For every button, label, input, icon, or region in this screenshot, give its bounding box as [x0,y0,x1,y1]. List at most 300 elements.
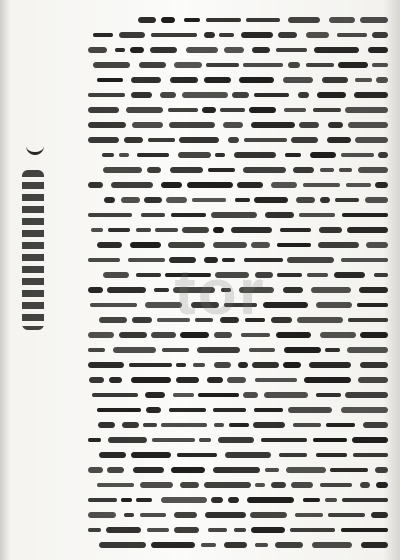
script-stroke [286,467,326,473]
script-stroke [124,513,134,517]
script-stroke [255,378,297,382]
script-stroke [243,167,286,173]
script-stroke [224,542,247,548]
script-stroke [204,482,251,488]
script-stroke [211,497,223,503]
script-stroke [232,92,249,98]
script-stroke [326,423,355,427]
script-stroke [106,527,141,533]
script-stroke [375,182,388,188]
script-stroke [140,513,166,517]
script-stroke [360,362,388,368]
manuscript-line [88,464,388,477]
script-stroke [243,392,258,398]
script-stroke [335,198,359,202]
script-stroke [161,497,207,503]
script-stroke [360,332,388,338]
script-stroke [214,332,232,338]
script-stroke [204,77,231,83]
script-stroke [119,332,147,338]
script-stroke [150,47,177,53]
script-stroke [293,167,314,173]
script-stroke [186,47,218,53]
script-stroke [327,137,351,143]
manuscript-line [88,389,388,402]
script-stroke [168,242,205,248]
script-stroke [198,393,239,397]
manuscript-line [88,104,388,117]
script-stroke [218,437,254,443]
script-stroke [251,527,285,533]
manuscript-line [88,329,388,342]
manuscript-line [88,179,388,192]
script-stroke [109,377,122,383]
script-stroke [322,77,348,83]
script-stroke [193,363,205,367]
script-stroke [208,528,227,532]
manuscript-line [88,479,388,492]
script-stroke [136,228,151,232]
script-stroke [102,153,114,157]
script-stroke [352,437,388,443]
script-stroke [330,468,368,472]
script-stroke [137,153,169,157]
script-stroke [306,63,334,67]
script-stroke [253,422,285,428]
script-stroke [284,347,321,353]
script-stroke [113,347,156,353]
manuscript-line [88,119,388,132]
script-stroke [174,62,202,68]
script-stroke [204,32,215,38]
script-stroke [121,197,140,203]
script-stroke [88,362,124,368]
script-stroke [205,512,246,518]
script-stroke [151,33,197,37]
script-stroke [372,63,388,67]
script-stroke [378,152,388,158]
script-stroke [225,452,271,458]
script-stroke [363,422,388,428]
script-stroke [89,377,104,383]
script-stroke [354,92,388,98]
script-stroke [276,332,311,338]
script-stroke [122,422,139,428]
manuscript-line [88,164,388,177]
script-stroke [223,122,243,128]
script-stroke [342,498,388,502]
manuscript-line [88,194,388,207]
script-stroke [346,183,371,187]
manuscript-line [88,374,388,387]
script-stroke [295,513,323,517]
script-stroke [283,77,313,83]
script-stroke [306,32,329,38]
script-stroke [252,362,279,368]
script-stroke [151,332,176,338]
script-stroke [140,482,173,488]
script-stroke [247,497,294,503]
script-stroke [239,77,274,83]
script-stroke [358,167,388,173]
script-stroke [264,392,308,398]
manuscript-line [88,524,388,537]
script-stroke [138,17,156,23]
script-stroke [348,122,388,128]
script-stroke [176,363,186,367]
script-stroke [244,138,287,142]
script-stroke [337,33,367,37]
script-stroke [92,393,138,397]
page-left-edge [0,0,10,560]
manuscript-line [88,434,388,447]
script-stroke [130,47,144,53]
script-stroke [213,408,246,412]
script-stroke [347,227,388,233]
script-stroke [320,483,352,487]
script-stroke [130,242,161,248]
manuscript-line [88,404,388,417]
script-stroke [234,528,246,532]
script-stroke [88,528,101,532]
script-stroke [214,423,224,427]
script-stroke [208,168,235,172]
script-stroke [291,482,313,488]
manuscript-line [88,344,388,357]
script-stroke [278,32,297,38]
script-stroke [197,347,240,353]
script-stroke [176,377,199,383]
script-stroke [246,18,280,22]
script-stroke [180,332,209,338]
manuscript-line [88,44,388,57]
script-stroke [228,497,239,503]
script-stroke [143,423,157,427]
script-stroke [231,227,272,233]
script-stroke [104,197,115,203]
script-stroke [147,167,161,173]
manuscript-line [88,539,388,552]
script-stroke [213,227,224,233]
manuscript-line [88,149,388,162]
script-stroke [291,137,318,143]
script-stroke [304,377,351,383]
script-stroke [241,333,270,337]
manuscript-line [88,239,388,252]
script-stroke [372,32,388,38]
script-stroke [161,182,182,188]
margin-note-mark [26,130,44,155]
script-stroke [180,482,199,488]
script-stroke [211,212,257,218]
script-stroke [224,47,244,53]
script-stroke [235,198,250,202]
script-stroke [88,438,101,442]
script-stroke [313,108,341,112]
script-stroke [184,18,200,22]
script-stroke [317,92,346,98]
script-stroke [192,198,226,202]
script-stroke [254,408,283,412]
script-stroke [213,467,260,473]
manuscript-line [88,509,388,522]
manuscript-line [88,89,388,102]
script-stroke [187,182,233,188]
script-stroke [299,213,335,217]
script-stroke [285,153,301,157]
script-stroke [329,17,355,23]
script-stroke [174,512,197,518]
script-stroke [254,197,288,203]
script-stroke [133,467,164,473]
script-stroke [202,107,216,113]
script-stroke [88,498,117,502]
script-stroke [173,393,194,397]
script-stroke [124,137,143,143]
script-stroke [199,438,211,442]
script-stroke [255,483,265,487]
script-stroke [338,62,368,68]
script-stroke [328,122,343,128]
script-stroke [288,17,320,23]
script-stroke [201,543,216,547]
script-stroke [97,78,123,82]
script-stroke [316,393,341,397]
script-stroke [214,362,231,368]
manuscript-line [88,29,388,42]
script-stroke [111,182,153,188]
script-stroke [320,168,334,172]
script-stroke [213,242,247,248]
script-stroke [288,62,300,68]
script-stroke [280,228,311,232]
script-stroke [88,93,125,97]
manuscript-line [88,359,388,372]
script-stroke [249,107,276,113]
script-stroke [88,107,119,113]
script-stroke [119,153,129,157]
script-stroke [99,452,126,458]
script-stroke [353,453,388,457]
manuscript-line [88,224,388,237]
script-stroke [366,242,388,248]
script-stroke [293,423,321,427]
script-stroke [145,392,165,398]
manuscript-line [88,419,388,432]
script-stroke [277,243,311,247]
script-stroke [131,452,171,458]
script-stroke [98,422,115,428]
script-stroke [160,92,176,98]
script-stroke [141,213,165,217]
script-stroke [219,33,234,37]
script-stroke [355,137,388,143]
script-stroke [284,108,306,112]
script-stroke [283,362,301,368]
script-stroke [238,362,248,368]
script-stroke [207,377,223,383]
script-stroke [325,498,337,502]
script-stroke [182,92,228,98]
script-stroke [303,498,320,502]
script-stroke [309,362,351,368]
script-stroke [227,377,246,383]
script-stroke [162,348,189,352]
script-stroke [345,107,388,113]
script-stroke [144,197,162,203]
script-stroke [88,122,126,128]
script-stroke [88,348,105,352]
script-stroke [298,92,309,98]
script-stroke [234,152,276,158]
script-stroke [303,183,340,187]
script-stroke [215,153,225,157]
script-stroke [341,153,374,157]
script-stroke [275,542,303,548]
manuscript-line [88,209,388,222]
script-stroke [88,467,103,473]
script-stroke [103,167,142,173]
script-stroke [139,62,166,68]
script-stroke [91,228,103,232]
script-stroke [131,92,152,98]
script-stroke [206,18,241,22]
script-stroke [368,47,388,53]
script-stroke [99,542,146,548]
script-stroke [228,137,239,143]
script-stroke [161,17,175,23]
script-stroke [169,408,206,412]
script-stroke [129,363,172,367]
script-stroke [146,407,161,413]
script-stroke [237,182,263,188]
script-stroke [376,482,388,488]
script-stroke [296,197,315,203]
script-stroke [345,392,388,398]
script-stroke [88,182,103,188]
script-stroke [229,423,249,427]
script-stroke [131,77,161,83]
script-stroke [88,332,114,338]
script-stroke [313,438,347,442]
script-stroke [97,242,122,248]
manuscript-line [88,494,388,507]
manuscript-line [88,74,388,87]
script-stroke [132,122,163,128]
script-stroke [255,543,268,547]
script-stroke [371,512,388,518]
script-stroke [88,512,116,518]
script-stroke [121,498,132,502]
script-stroke [170,77,198,83]
script-stroke [93,62,130,68]
script-stroke [341,407,388,413]
script-stroke [108,437,147,443]
script-stroke [97,408,141,412]
script-stroke [177,453,217,457]
script-stroke [341,528,388,532]
script-stroke [169,122,215,128]
script-stroke [88,47,107,53]
script-stroke [249,348,275,352]
script-stroke [312,542,352,548]
script-stroke [107,467,124,473]
script-stroke [250,512,287,518]
watermark: tor [174,256,266,328]
script-stroke [328,513,365,517]
script-stroke [119,32,145,38]
script-stroke [136,498,152,502]
script-stroke [220,108,245,112]
script-stroke [93,33,113,37]
script-stroke [314,47,359,53]
script-stroke [97,483,134,487]
script-stroke [361,542,388,548]
script-stroke [339,168,352,172]
script-stroke [271,182,297,188]
script-stroke [325,348,340,352]
script-stroke [168,108,198,112]
script-stroke [251,242,270,248]
script-stroke [88,213,132,217]
script-stroke [161,423,207,427]
script-stroke [320,197,330,203]
script-stroke [126,107,163,113]
script-stroke [115,48,125,52]
script-stroke [182,227,209,233]
script-stroke [319,227,342,233]
script-stroke [166,197,187,203]
script-stroke [276,48,307,52]
margin-annotation [10,130,60,340]
script-stroke [265,212,294,218]
script-stroke [347,347,388,353]
script-stroke [365,197,388,203]
script-stroke [171,467,205,473]
script-stroke [375,467,388,473]
script-stroke [252,47,270,53]
script-stroke [360,17,388,23]
script-stroke [288,407,332,413]
script-stroke [178,152,211,158]
script-stroke [355,78,372,82]
manuscript-line [88,449,388,462]
script-stroke [374,273,388,277]
manuscript-line [88,59,388,72]
script-stroke [108,228,130,232]
script-stroke [206,63,239,67]
manuscript-line [88,134,388,147]
script-stroke [152,438,195,442]
script-stroke [320,332,356,338]
script-stroke [254,93,289,97]
script-stroke [151,542,195,548]
script-stroke [265,468,279,472]
script-stroke [376,77,388,83]
manuscript-line [88,14,388,27]
script-stroke [271,482,286,488]
script-stroke [290,528,335,532]
script-stroke [148,138,175,142]
script-stroke [147,528,169,532]
script-stroke [171,213,206,217]
script-stroke [174,527,199,533]
script-stroke [360,482,370,488]
script-stroke [279,453,307,457]
script-stroke [131,377,171,383]
script-stroke [299,122,319,128]
script-stroke [316,453,347,457]
